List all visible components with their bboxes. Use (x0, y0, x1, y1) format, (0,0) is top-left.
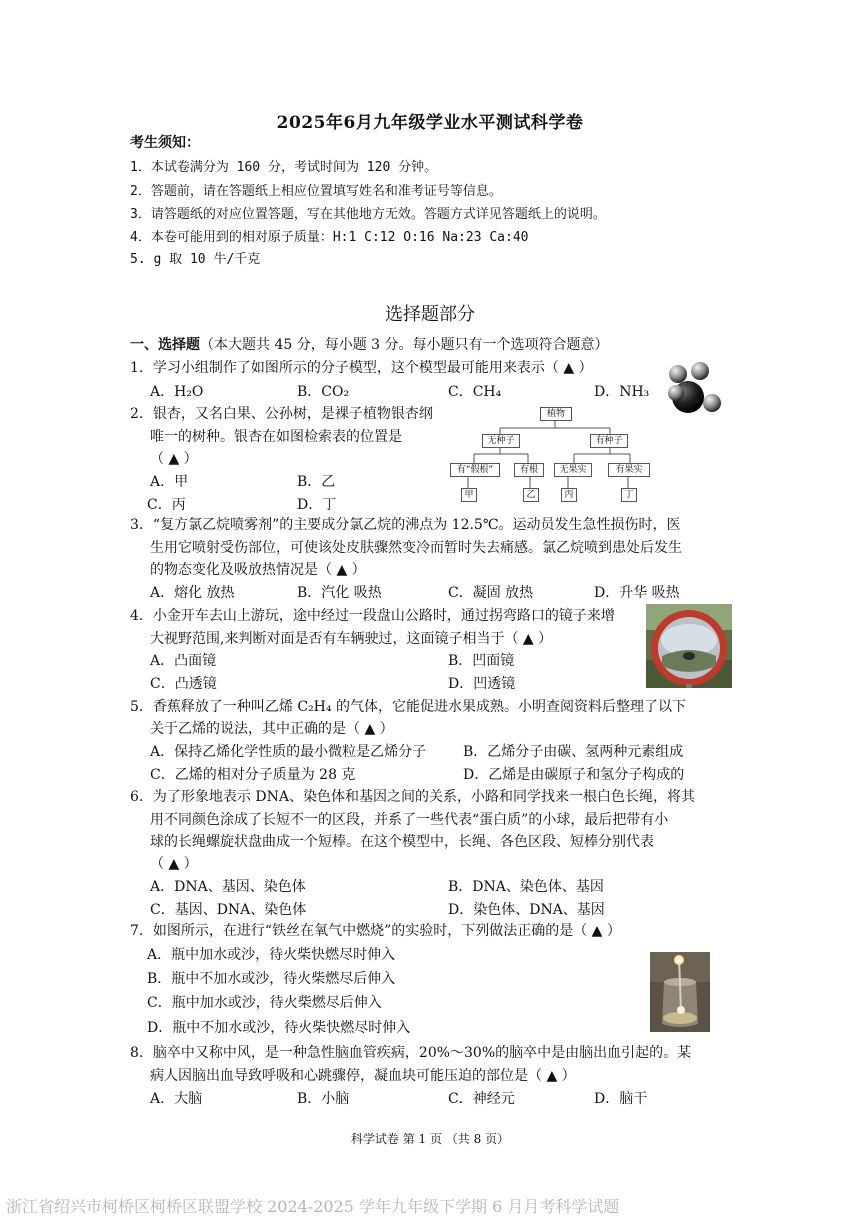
key-node-root-present: 有根 (514, 463, 544, 477)
key-node-fruit: 有果实 (608, 463, 650, 477)
q7-option-b: B．瓶中不加水或沙，待火柴燃尽后伸入 (147, 971, 396, 987)
q7-option-d: D．瓶中不加水或沙，待火柴快燃尽时伸入 (147, 1020, 411, 1036)
q3-option-c: C．凝固 放热 (448, 585, 534, 601)
q4-option-b: B．凹面镜 (448, 653, 515, 669)
q4-option-d: D．凹透镜 (448, 676, 516, 692)
part-label: 一、选择题 (130, 337, 200, 353)
key-node-root: 植物 (540, 407, 572, 421)
page-footer: 科学试卷 第 1 页 （共 8 页） (350, 1132, 510, 1146)
q6-option-a: A．DNA、基因、染色体 (150, 879, 306, 895)
q3-stem-line3: 的物态变化及吸放热情况是（ ▲ ） (150, 562, 366, 578)
q3-option-d: D．升华 吸热 (594, 585, 680, 601)
key-leaf-bing: 丙 (561, 488, 577, 502)
q5-stem-line2: 关于乙烯的说法，其中正确的是（ ▲ ） (150, 721, 394, 737)
q1-option-b: B．CO₂ (297, 384, 350, 400)
classification-key-diagram (450, 402, 660, 506)
q2-option-b: B．乙 (297, 474, 336, 490)
notice-item: 3．请答题纸的对应位置答题，写在其他地方无效。答题方式详见答题纸上的说明。 (130, 207, 606, 222)
part-heading (130, 336, 609, 354)
q4-option-a: A．凸面镜 (150, 653, 217, 669)
q6-option-d: D．染色体、DNA、基因 (448, 902, 605, 918)
q7-stem: 7．如图所示，在进行“铁丝在氧气中燃烧”的实验时，下列做法正确的是（ ▲ ） (130, 923, 621, 939)
q2-option-a: A．甲 (150, 474, 189, 490)
q2-stem-line3: （ ▲ ） (150, 451, 198, 467)
page-title: 2025年6月九年级学业水平测试科学卷 (276, 113, 584, 133)
notice-heading: 考生须知： (130, 135, 200, 151)
q6-stem-line1: 6．为了形象地表示 DNA、染色体和基因之间的关系，小路和同学找来一根白色长绳，将其 (130, 789, 695, 805)
q6-option-b: B．DNA、染色体、基因 (448, 879, 604, 895)
q6-stem-line4: （ ▲ ） (150, 856, 198, 872)
q1-option-c: C．CH₄ (448, 384, 502, 400)
notice-item: 4．本卷可能用到的相对原子质量：H:1 C:12 O:16 Na:23 Ca:40 (130, 230, 529, 245)
q8-stem-line2: 病人因脑出血导致呼吸和心跳骤停，凝血块可能压迫的部位是（ ▲ ） (150, 1068, 576, 1084)
section-title: 选择题部分 (385, 304, 475, 325)
q4-stem-line1: 4．小金开车去山上游玩，途中经过一段盘山公路时，通过拐弯路口的镜子来增 (130, 608, 615, 624)
q2-stem-line2: 唯一的树种。银杏在如图检索表的位置是 (150, 429, 402, 445)
notice-item: 5. g 取 10 牛/千克 (130, 252, 261, 267)
q4-option-c: C．凸透镜 (150, 676, 217, 692)
q3-option-a: A．熔化 放热 (150, 585, 235, 601)
q5-option-d: D．乙烯是由碳原子和氢分子构成的 (463, 767, 685, 783)
q5-option-c: C．乙烯的相对分子质量为 28 克 (150, 767, 356, 783)
q5-option-b: B．乙烯分子由碳、氢两种元素组成 (463, 744, 684, 760)
q8-option-b: B．小脑 (297, 1091, 350, 1107)
notice-item: 2．答题前，请在答题纸上相应位置填写姓名和准考证号等信息。 (130, 184, 502, 199)
notice-item: 1．本试卷满分为 160 分，考试时间为 120 分钟。 (130, 160, 438, 175)
iron-burning-photo (650, 952, 710, 1032)
q5-stem-line1: 5．香蕉释放了一种叫乙烯 C₂H₄ 的气体，它能促进水果成熟。小明查阅资料后整理了以下 (130, 699, 686, 715)
key-node-false-root: 有“假根” (450, 463, 500, 477)
q8-option-a: A．大脑 (150, 1091, 203, 1107)
q3-stem-line1: 3．“复方氯乙烷喷雾剂”的主要成分氯乙烷的沸点为 12.5℃。运动员发生急性损伤时，医 (130, 517, 681, 533)
q8-stem-line1: 8．脑卒中又称中风，是一种急性脑血管疾病，20%～30%的脑卒中是由脑出血引起的。某 (130, 1045, 692, 1061)
q1-option-d: D．NH₃ (594, 384, 650, 400)
q2-stem-line1: 2．银杏，又名白果、公孙树，是裸子植物银杏纲 (130, 406, 433, 422)
q1-stem: 1．学习小组制作了如图所示的分子模型，这个模型最可能用来表示（ ▲ ） (130, 360, 593, 376)
q1-option-a: A．H₂O (150, 384, 204, 400)
molecule-model-image (660, 360, 728, 428)
q5-option-a: A．保持乙烯化学性质的最小微粒是乙烯分子 (150, 744, 427, 760)
key-leaf-yi: 乙 (523, 488, 539, 502)
q6-stem-line2: 用不同颜色涂成了长短不一的区段，并系了一些代表“蛋白质”的小球，最后把带有小 (150, 812, 669, 828)
q3-option-b: B．汽化 吸热 (297, 585, 382, 601)
part-desc: （本大题共 45 分，每小题 3 分。每小题只有一个选项符合题意） (200, 337, 609, 353)
q6-option-c: C．基因、DNA、染色体 (150, 902, 307, 918)
q2-option-c: C．丙 (147, 497, 186, 513)
q7-option-c: C．瓶中加水或沙，待火柴燃尽后伸入 (147, 995, 382, 1011)
convex-mirror-photo (646, 604, 732, 688)
key-node-seed: 有种子 (590, 434, 628, 448)
key-node-no-seed: 无种子 (482, 434, 520, 448)
watermark: 浙江省绍兴市柯桥区柯桥区联盟学校 2024-2025 学年九年级下学期 6 月月考科学试题 (6, 1197, 620, 1216)
q8-option-d: D．脑干 (594, 1091, 648, 1107)
q4-stem-line2: 大视野范围,来判断对面是否有车辆驶过，这面镜子相当于（ ▲ ） (150, 631, 553, 647)
q7-option-a: A．瓶中加水或沙，待火柴快燃尽时伸入 (147, 947, 396, 963)
q3-stem-line2: 生用它喷射受伤部位，可使该处皮肤骤然变冷而暂时失去痛感。氯乙烷喷到患处后发生 (150, 540, 682, 556)
key-node-no-fruit: 无果实 (554, 463, 592, 477)
q8-option-c: C．神经元 (448, 1091, 515, 1107)
key-leaf-jia: 甲 (461, 488, 477, 502)
q2-option-d: D．丁 (297, 497, 337, 513)
key-leaf-ding: 丁 (621, 488, 637, 502)
q6-stem-line3: 球的长绳螺旋状盘曲成一个短棒。在这个模型中，长绳、各色区段、短棒分别代表 (150, 834, 654, 850)
